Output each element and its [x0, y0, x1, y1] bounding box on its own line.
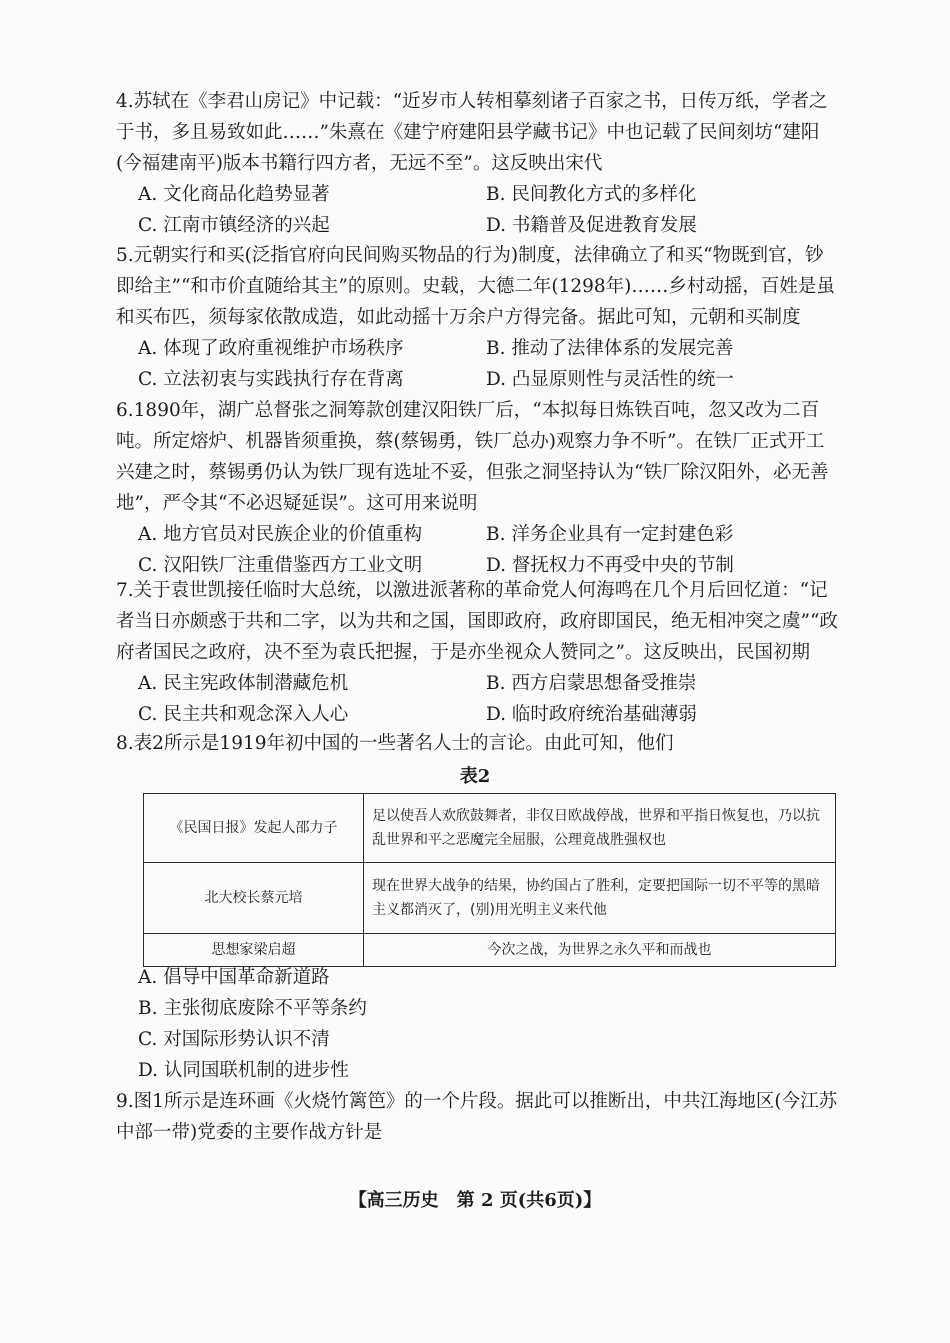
option-a: A. 民主宪政体制潜藏危机: [138, 673, 349, 694]
option-c: C. 对国际形势认识不清: [138, 1029, 330, 1050]
table-row: [144, 863, 836, 934]
question-4: [116, 86, 838, 241]
question-4-options-row1: [116, 179, 838, 210]
option-d: D. 凸显原则性与灵活性的统一: [486, 369, 734, 390]
question-5-options-row1: [116, 333, 838, 364]
option-d: D. 督抚权力不再受中央的节制: [486, 555, 734, 576]
table-2-title: 表2: [459, 766, 491, 787]
question-7-stem: 7.关于袁世凯接任临时大总统，以激进派著称的革命党人何海鸣在几个月后回忆道：“记者当日亦颇惑于共和二字，以为共和之国，国即政府，政府即国民，绝无相冲突之虞”“政府者国民之政府，决不至为袁氏把握，于是亦坐视众人赞同之”。这反映出，民国初期: [116, 580, 838, 663]
option-d: D. 认同国联机制的进步性: [138, 1060, 349, 1081]
option-b: B. 西方启蒙思想备受推崇: [486, 673, 697, 694]
question-7: [116, 575, 838, 730]
table-2: [143, 793, 836, 967]
question-5-options-row2: [116, 364, 838, 395]
table-cell-speaker: 北大校长蔡元培: [144, 863, 364, 934]
option-a: A. 地方官员对民族企业的价值重构: [138, 524, 423, 545]
option-c: C. 江南市镇经济的兴起: [138, 215, 330, 236]
option-d: D. 临时政府统治基础薄弱: [486, 704, 697, 725]
question-7-options-row1: [116, 668, 838, 699]
table-cell-speaker: 《民国日报》发起人邵力子: [144, 794, 364, 863]
question-7-options-row2: [116, 699, 838, 730]
question-5: [116, 240, 838, 395]
table-cell-quote: 现在世界大战争的结果，协约国占了胜利，定要把国际一切不平等的黑暗主义都消灭了，(别)用光明主义来代他: [364, 863, 836, 934]
page-footer: 【高三历史 第 2 页(共6页)】: [348, 1190, 602, 1211]
option-a: A. 文化商品化趋势显著: [138, 184, 330, 205]
table-row: [144, 794, 836, 863]
question-8-options: [116, 962, 838, 1086]
option-b: B. 推动了法律体系的发展完善: [486, 338, 734, 359]
option-d: D. 书籍普及促进教育发展: [486, 215, 697, 236]
question-6-options-row1: [116, 519, 838, 550]
question-5-stem: 5.元朝实行和买(泛指官府向民间购买物品的行为)制度，法律确立了和买“物既到官，钞即给主”“和市价直随给其主”的原则。史载，大德二年(1298年)……乡村动摇，百姓是虽和买布匹，须每家依散成造，如此动摇十万余户方得完备。据此可知，元朝和买制度: [116, 245, 835, 328]
question-8: [116, 728, 838, 759]
question-9: [116, 1086, 838, 1148]
question-6: [116, 395, 838, 581]
option-a: A. 体现了政府重视维护市场秩序: [138, 338, 404, 359]
option-c: C. 民主共和观念深入人心: [138, 704, 349, 725]
table-cell-quote: 今次之战，为世界之永久平和而战也: [364, 934, 836, 967]
option-b: B. 民间教化方式的多样化: [486, 184, 697, 205]
question-8-stem: 8.表2所示是1919年初中国的一些著名人士的言论。由此可知，他们: [116, 733, 674, 754]
option-a: A. 倡导中国革命新道路: [138, 967, 330, 988]
option-b: B. 洋务企业具有一定封建色彩: [486, 524, 734, 545]
option-c: C. 汉阳铁厂注重借鉴西方工业文明: [138, 555, 423, 576]
option-b: B. 主张彻底废除不平等条约: [138, 998, 367, 1019]
question-9-stem: 9.图1所示是连环画《火烧竹篱笆》的一个片段。据此可以推断出，中共江海地区(今江苏中部一带)党委的主要作战方针是: [116, 1091, 838, 1143]
option-c: C. 立法初衷与实践执行存在背离: [138, 369, 404, 390]
table-cell-quote: 足以使吾人欢欣鼓舞者，非仅日欧战停战，世界和平指日恢复也，乃以抗乱世界和平之恶魔完全屈服，公理竟战胜强权也: [364, 794, 836, 863]
question-4-options-row2: [116, 210, 838, 241]
question-6-stem: 6.1890年，湖广总督张之洞筹款创建汉阳铁厂后，“本拟每日炼铁百吨，忽又改为二百吨。所定熔炉、机器皆须重换，蔡(蔡锡勇，铁厂总办)观察力争不听”。在铁厂正式开工兴建之时，蔡锡勇仍认为铁厂现有选址不妥，但张之洞坚持认为“铁厂除汉阳外，必无善地”，严令其“不必迟疑延误”。这可用来说明: [116, 400, 829, 514]
table-cell-speaker: 思想家梁启超: [144, 934, 364, 967]
question-4-stem: 4.苏轼在《李君山房记》中记载：“近岁市人转相摹刻诸子百家之书，日传万纸，学者之于书，多且易致如此……”朱熹在《建宁府建阳县学藏书记》中也记载了民间刻坊“建阳(今福建南平)版本书籍行四方者，无远不至”。这反映出宋代: [116, 91, 828, 174]
